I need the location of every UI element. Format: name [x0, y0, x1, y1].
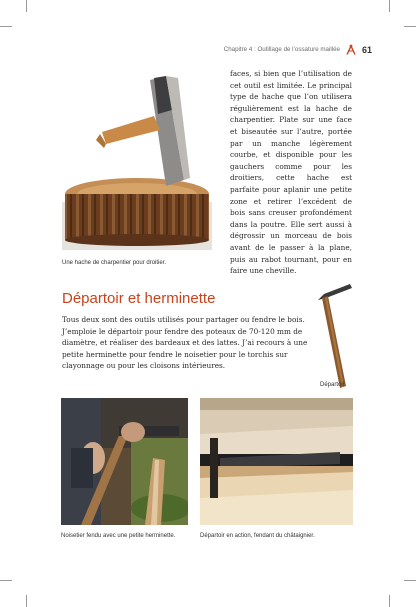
crop-mark: [389, 595, 390, 607]
crop-mark: [404, 580, 416, 581]
crop-mark: [26, 595, 27, 607]
hazel-caption: Noisetier fendu avec une petite herminette.: [61, 533, 176, 539]
froe-caption: Départoir.: [320, 382, 347, 388]
running-header: [224, 44, 372, 55]
page-number: 61: [361, 44, 372, 55]
froe-photo: [316, 282, 354, 392]
chestnut-photo: [200, 398, 353, 525]
crop-mark: [0, 580, 12, 581]
crop-mark: [389, 0, 390, 12]
crop-mark: [404, 26, 416, 27]
axe-caption: Une hache de charpentier pour droitier.: [62, 260, 167, 266]
chestnut-caption: Départoir en action, fendant du châtaignier.: [200, 533, 315, 539]
running-title: Chapitre 4 : Outillage de l’ossature maillée: [223, 46, 340, 53]
hazel-photo: [61, 398, 188, 525]
section-paragraph: Tous deux sont des outils utilisés pour partager ou fendre le bois. J’emploie le départoir pour fendre des poteaux de 70-120 mm de diamètre, et réaliser des bardeaux et des lattes. J’ai recours à une petite herminette pour fendre le noisetier pour le torchis sur clayonnage ou pour les cloisons intérieures.: [62, 315, 308, 371]
axe-photo: [62, 70, 212, 250]
crop-mark: [0, 26, 12, 27]
compass-icon: [346, 44, 356, 55]
section-heading: Départoir et herminette: [62, 290, 216, 307]
crop-mark: [26, 0, 27, 12]
column-paragraph: faces, si bien que l’utilisation de cet outil est limitée. Le principal type de hache que l’on utilisera régulièrement est la hache de charpentier. Plate sur une face et biseautée sur l’autre, portée par un manche légèrement courbe, et disponible pour les gauchers comme pour les droitiers, cette hache est parfaite pour aplanir une petite zone et retirer l’excédent de bois sans creuser profondément dans la poutre. Elle sert aussi à dégrossir un morceau de bois avant de le passer à la plane, puis au rabot tournant, pour en faire une cheville.: [230, 69, 352, 276]
